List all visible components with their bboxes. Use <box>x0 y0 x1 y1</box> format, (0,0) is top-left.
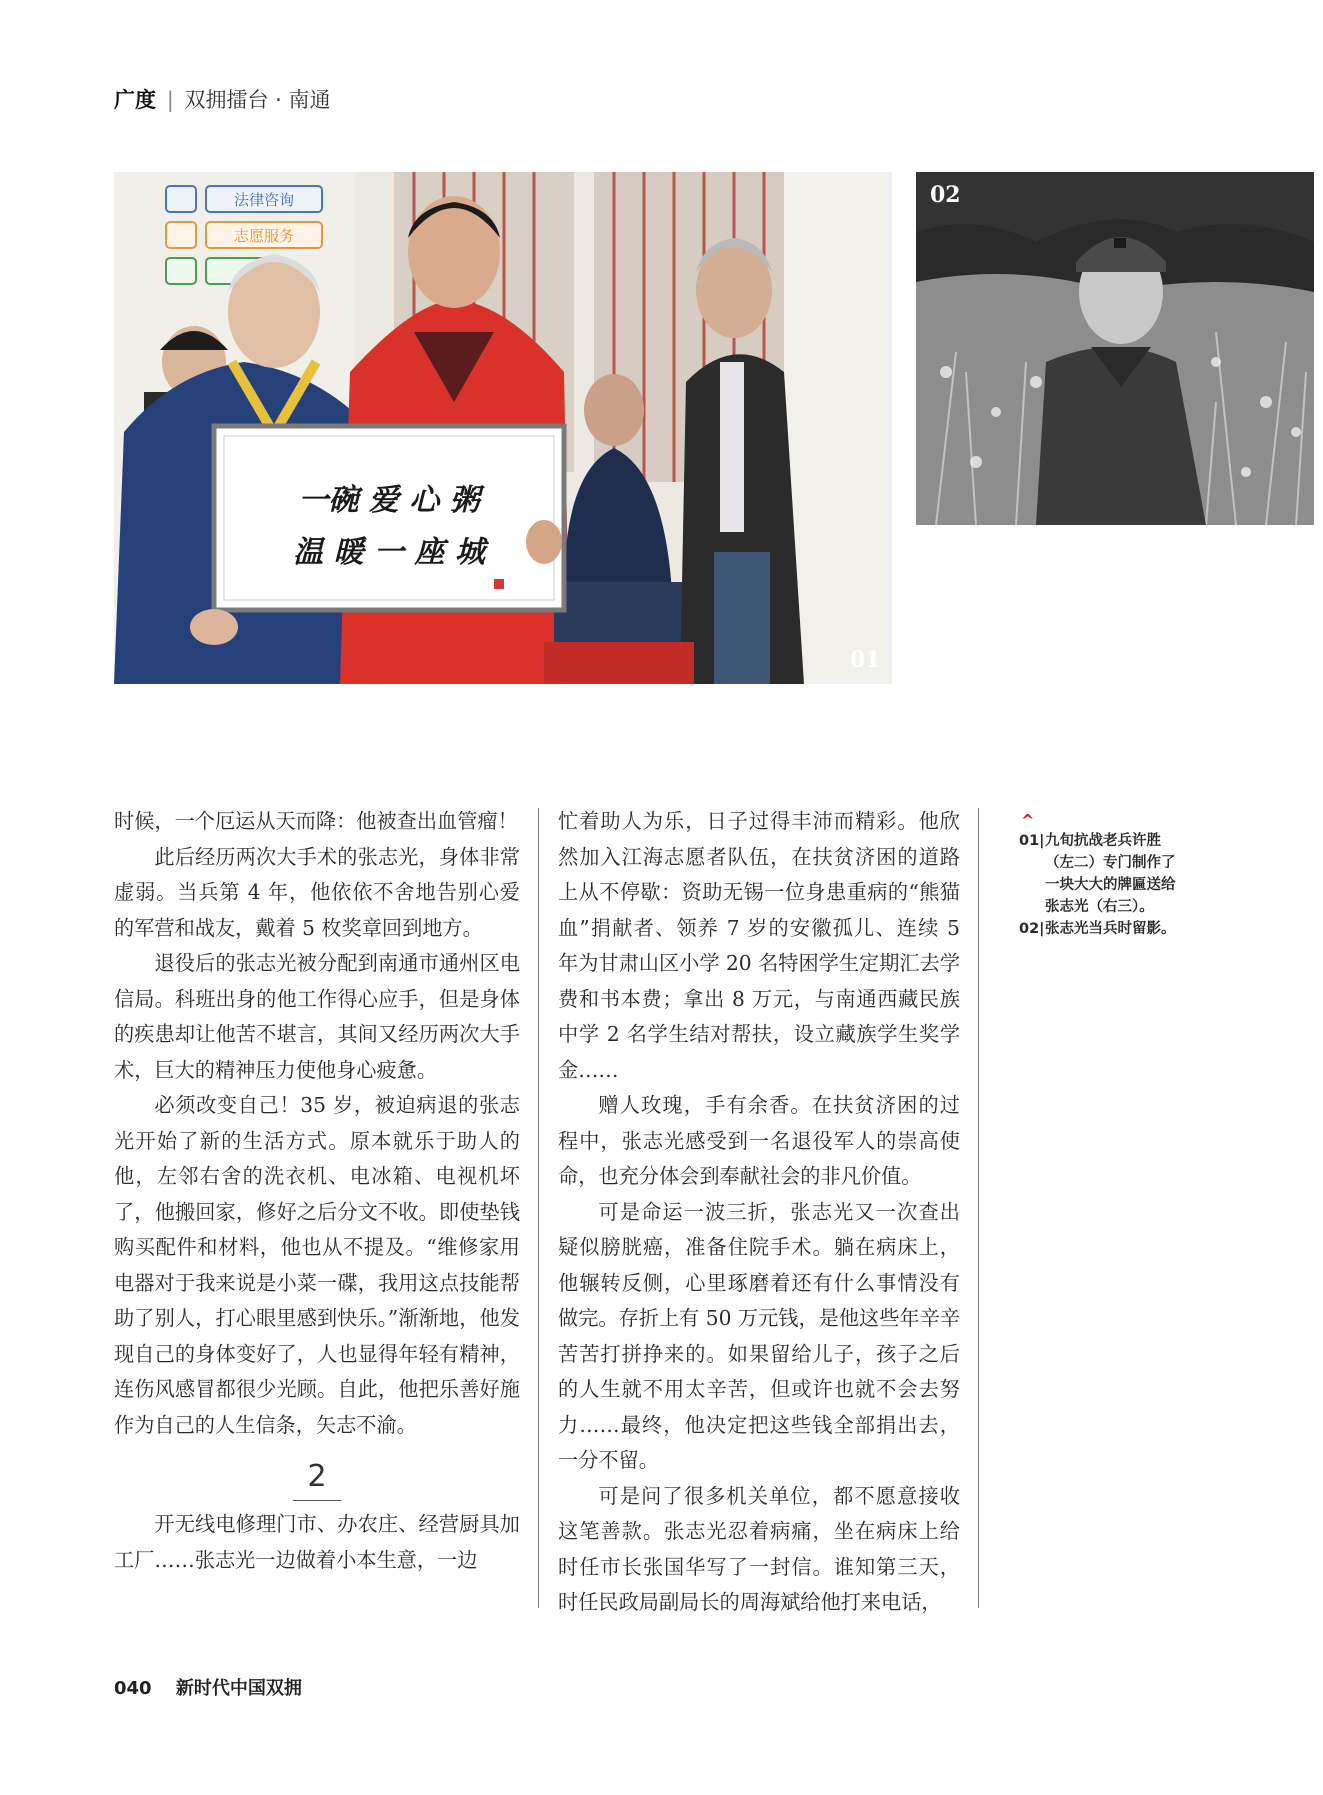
column-divider-1 <box>538 808 539 1608</box>
photo-caption <box>1019 812 1209 940</box>
section-name: 广度 <box>114 88 156 112</box>
photo-02-image <box>916 172 1314 525</box>
col2-paragraph-1: 忙着助人为乐，日子过得丰沛而精彩。他欣然加入江海志愿者队伍，在扶贫济困的道路上从不停歇：资助无锡一位身患重病的“熊猫血”捐献者、领养 7 岁的安徽孤儿、连续 5 年为甘肃山区小学 20 名特困学生定期汇去学费和书本费；拿出 8 万元，与南通西藏民族中学 2 名学生结对帮扶，设立藏族学生奖学金…… <box>558 809 960 1082</box>
caption-text-line: （左二）专门制作了 <box>1045 855 1176 871</box>
wall-label-legal: 法律咨询 <box>233 191 295 209</box>
section-number: 2 <box>293 1457 340 1501</box>
section-number-block <box>114 1457 520 1501</box>
caption-text-line: 张志光（右三）。 <box>1045 899 1154 915</box>
photo-02 <box>916 172 1314 525</box>
column-divider-2 <box>978 808 979 1608</box>
caption-number: 02| <box>1019 921 1045 937</box>
page-number: 040 <box>114 1678 152 1699</box>
header-separator: | <box>166 88 174 112</box>
col1-paragraph-5: 开无线电修理门市、办农庄、经营厨具加工厂……张志光一边做着小本生意，一边 <box>114 1512 520 1572</box>
text-column-1 <box>114 804 520 1578</box>
caption-item-01 <box>1019 830 1209 918</box>
caption-text-line: 一块大大的牌匾送给 <box>1045 877 1176 893</box>
caption-text-line: 九旬抗战老兵许胜 <box>1045 833 1161 849</box>
page-footer <box>114 1674 302 1700</box>
col1-paragraph-2: 此后经历两次大手术的张志光，身体非常虚弱。当兵第 4 年，他依依不舍地告别心爱的军营和战友，戴着 5 枚奖章回到地方。 <box>114 844 520 940</box>
col2-paragraph-3: 可是命运一波三折，张志光又一次查出疑似膀胱癌，准备住院手术。躺在病床上，他辗转反侧，心里琢磨着还有什么事情没有做完。存折上有 50 万元钱，是他这些年辛辛苦苦打拼挣来的。如果留给儿子，孩子之后的人生就不用太辛苦，但或许也就不会去努力……最终，他决定把这些钱全部捐出去，一分不留。 <box>558 1199 960 1472</box>
section-subtitle: 双拥擂台 · 南通 <box>184 88 331 112</box>
caption-item-02 <box>1019 918 1209 940</box>
photo-01-number: 01 <box>850 647 881 673</box>
running-header <box>114 84 330 114</box>
photo-01-image <box>114 172 892 684</box>
col2-paragraph-4: 可是问了很多机关单位，都不愿意接收这笔善款。张志光忍着病痛，坐在病床上给时任市长张国华写了一封信。谁知第三天，时任民政局副局长的周海斌给他打来电话， <box>558 1483 960 1614</box>
sign-line-1: 一碗 爱 心 粥 <box>298 483 480 518</box>
sign-line-2: 温 暖 一 座 城 <box>293 535 485 570</box>
caret-up-icon: ^ <box>1021 811 1035 830</box>
magazine-name: 新时代中国双拥 <box>175 1678 302 1699</box>
wall-label-volunteer: 志愿服务 <box>233 227 295 245</box>
photo-02-number: 02 <box>930 182 961 208</box>
caption-text-line: 张志光当兵时留影。 <box>1045 921 1176 937</box>
caption-number: 01| <box>1019 833 1045 849</box>
col1-paragraph-4: 必须改变自己！35 岁，被迫病退的张志光开始了新的生活方式。原本就乐于助人的他，左邻右舍的洗衣机、电冰箱、电视机坏了，他搬回家，修好之后分文不收。即使垫钱购买配件和材料，他也从不提及。“维修家用电器对于我来说是小菜一碟，我用这点技能帮助了别人，打心眼里感到快乐。”渐渐地，他发现自己的身体变好了，人也显得年轻有精神，连伤风感冒都很少光顾。自此，他把乐善好施作为自己的人生信条，矢志不渝。 <box>114 1093 520 1437</box>
col1-paragraph-1: 时候，一个厄运从天而降：他被查出血管瘤！ <box>114 809 518 833</box>
photo-01 <box>114 172 892 684</box>
col1-paragraph-3: 退役后的张志光被分配到南通市通州区电信局。科班出身的他工作得心应手，但是身体的疾患却让他苦不堪言，其间又经历两次大手术，巨大的精神压力使他身心疲惫。 <box>114 951 520 1082</box>
col2-paragraph-2: 赠人玫瑰，手有余香。在扶贫济困的过程中，张志光感受到一名退役军人的崇高使命，也充分体会到奉献社会的非凡价值。 <box>558 1093 960 1188</box>
text-column-2 <box>558 804 960 1621</box>
